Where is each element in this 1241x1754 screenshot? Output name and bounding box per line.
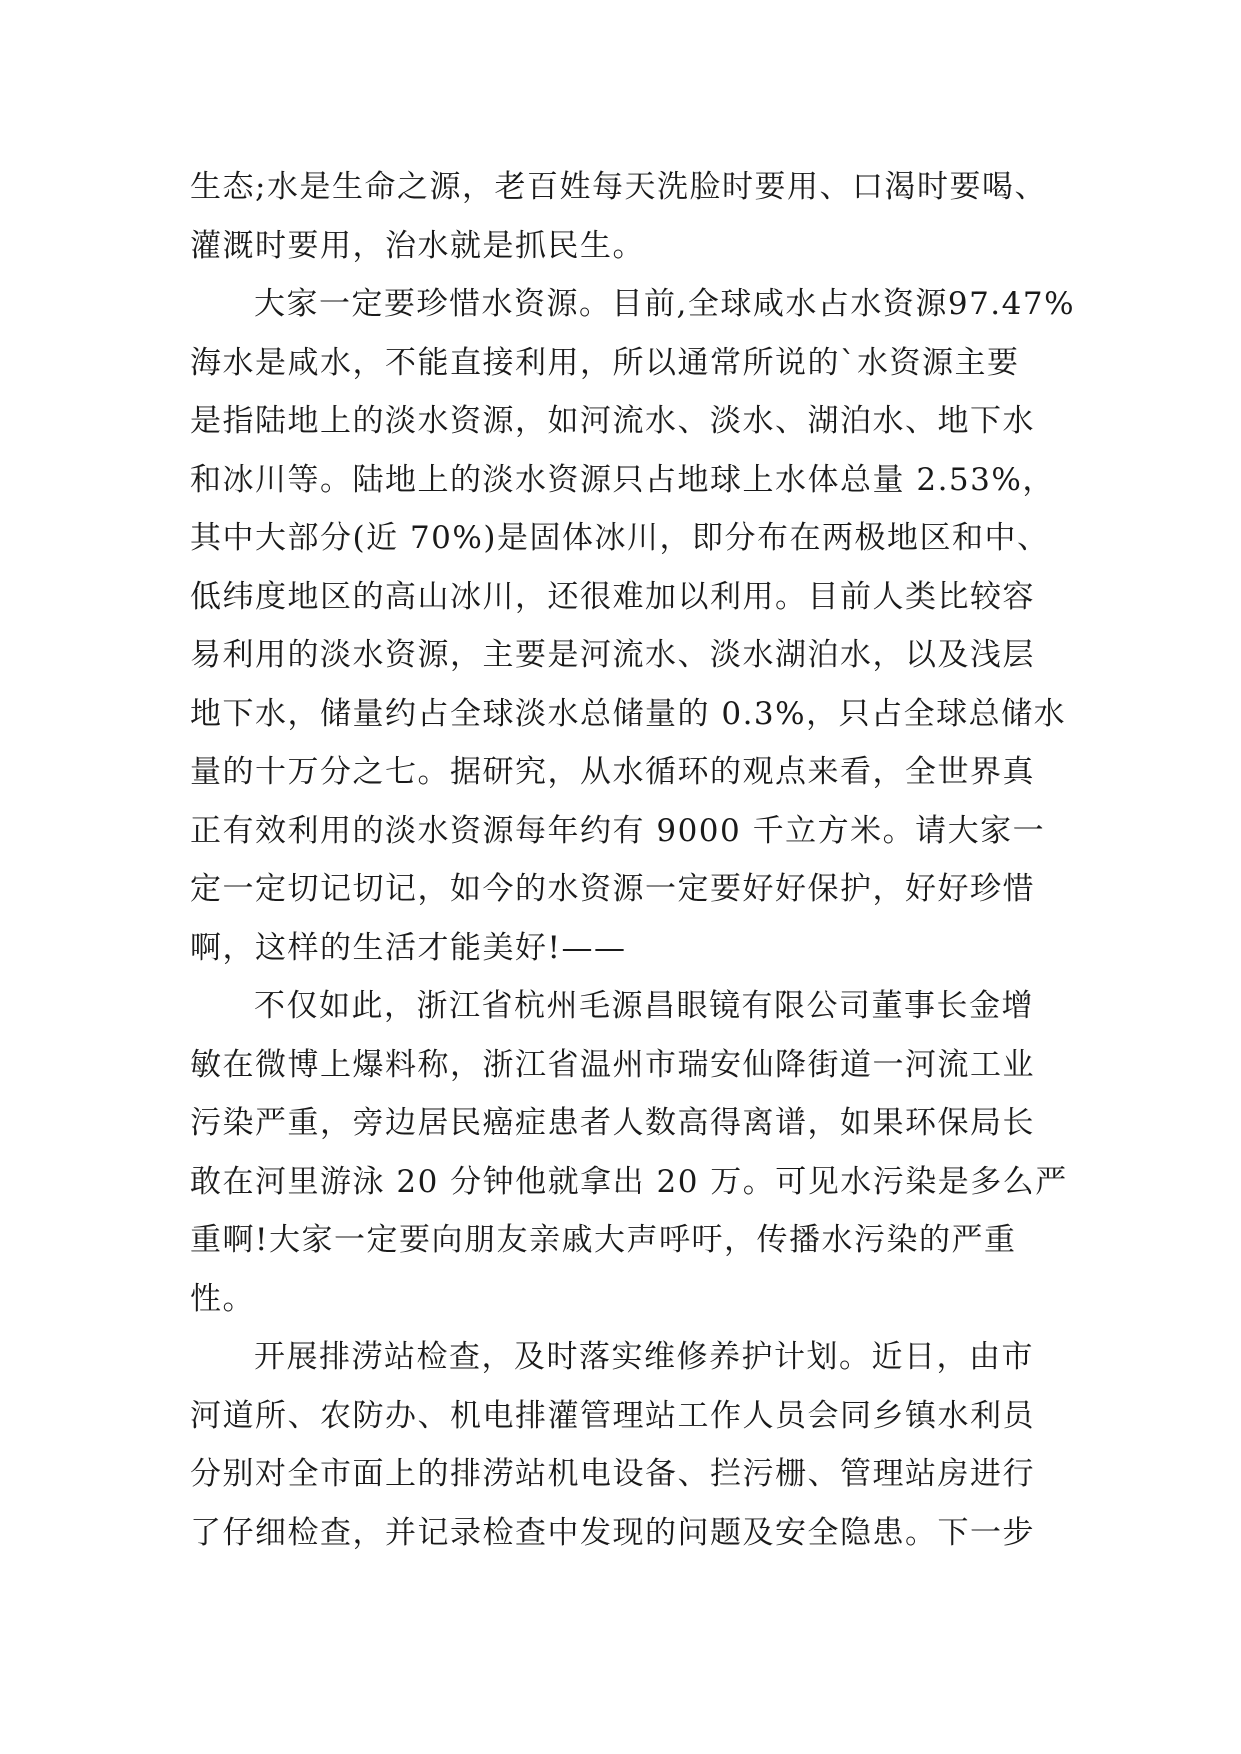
text-line: 地下水，储量约占全球淡水总储量的 0.3%，只占全球总储水 xyxy=(190,695,1067,732)
text-line: 易利用的淡水资源，主要是河流水、淡水湖泊水，以及浅层 xyxy=(190,637,1035,673)
document-body xyxy=(190,158,1076,1562)
text-line: 是指陆地上的淡水资源，如河流水、淡水、湖泊水、地下水 xyxy=(190,403,1035,439)
text-line: 不仅如此，浙江省杭州毛源昌眼镜有限公司董事长金增 xyxy=(254,988,1034,1024)
text-line: 定一定切记切记，如今的水资源一定要好好保护，好好珍惜 xyxy=(190,871,1035,907)
text-line: 生态;水是生命之源，老百姓每天洗脸时要用、口渴时要喝、 xyxy=(190,169,1047,205)
text-line: 重啊!大家一定要向朋友亲戚大声呼吁，传播水污染的严重 xyxy=(190,1222,1017,1258)
text-line: 其中大部分(近 70%)是固体冰川，即分布在两极地区和中、 xyxy=(190,520,1050,556)
text-line: 灌溉时要用，治水就是抓民生。 xyxy=(190,227,645,264)
text-line: 分别对全市面上的排涝站机电设备、拦污栅、管理站房进行 xyxy=(190,1456,1035,1492)
text-line: 开展排涝站检查，及时落实维修养护计划。近日，由市 xyxy=(254,1339,1034,1375)
text-line: 敢在河里游泳 20 分钟他就拿出 20 万。可见水污染是多么严 xyxy=(190,1163,1068,1200)
text-line: 正有效利用的淡水资源每年约有 9000 千立方米。请大家一 xyxy=(190,812,1046,849)
text-line: 河道所、农防办、机电排灌管理站工作人员会同乡镇水利员 xyxy=(190,1397,1035,1434)
paragraph-4 xyxy=(190,1328,1070,1562)
paragraph-1 xyxy=(190,158,1070,275)
text-line: 污染严重，旁边居民癌症患者人数高得离谱，如果环保局长 xyxy=(190,1105,1035,1141)
text-line: 和冰川等。陆地上的淡水资源只占地球上水体总量 2.53%， xyxy=(190,461,1055,498)
text-line: 敏在微博上爆料称，浙江省温州市瑞安仙降街道一河流工业 xyxy=(190,1046,1035,1083)
text-line: 海水是咸水，不能直接利用，所以通常所说的`水资源主要 xyxy=(190,344,1020,381)
text-line: 啊，这样的生活才能美好!—— xyxy=(190,929,627,966)
text-line: 性。 xyxy=(190,1280,255,1317)
paragraph-2 xyxy=(190,275,1076,977)
text-line: 大家一定要珍惜水资源。目前,全球咸水占水资源97.47% xyxy=(254,286,1076,322)
paragraph-3 xyxy=(190,977,1070,1328)
text-line: 了仔细检查，并记录检查中发现的问题及安全隐患。下一步 xyxy=(190,1514,1035,1551)
text-line: 低纬度地区的高山冰川，还很难加以利用。目前人类比较容 xyxy=(190,578,1035,615)
text-line: 量的十万分之七。据研究，从水循环的观点来看，全世界真 xyxy=(190,754,1035,790)
